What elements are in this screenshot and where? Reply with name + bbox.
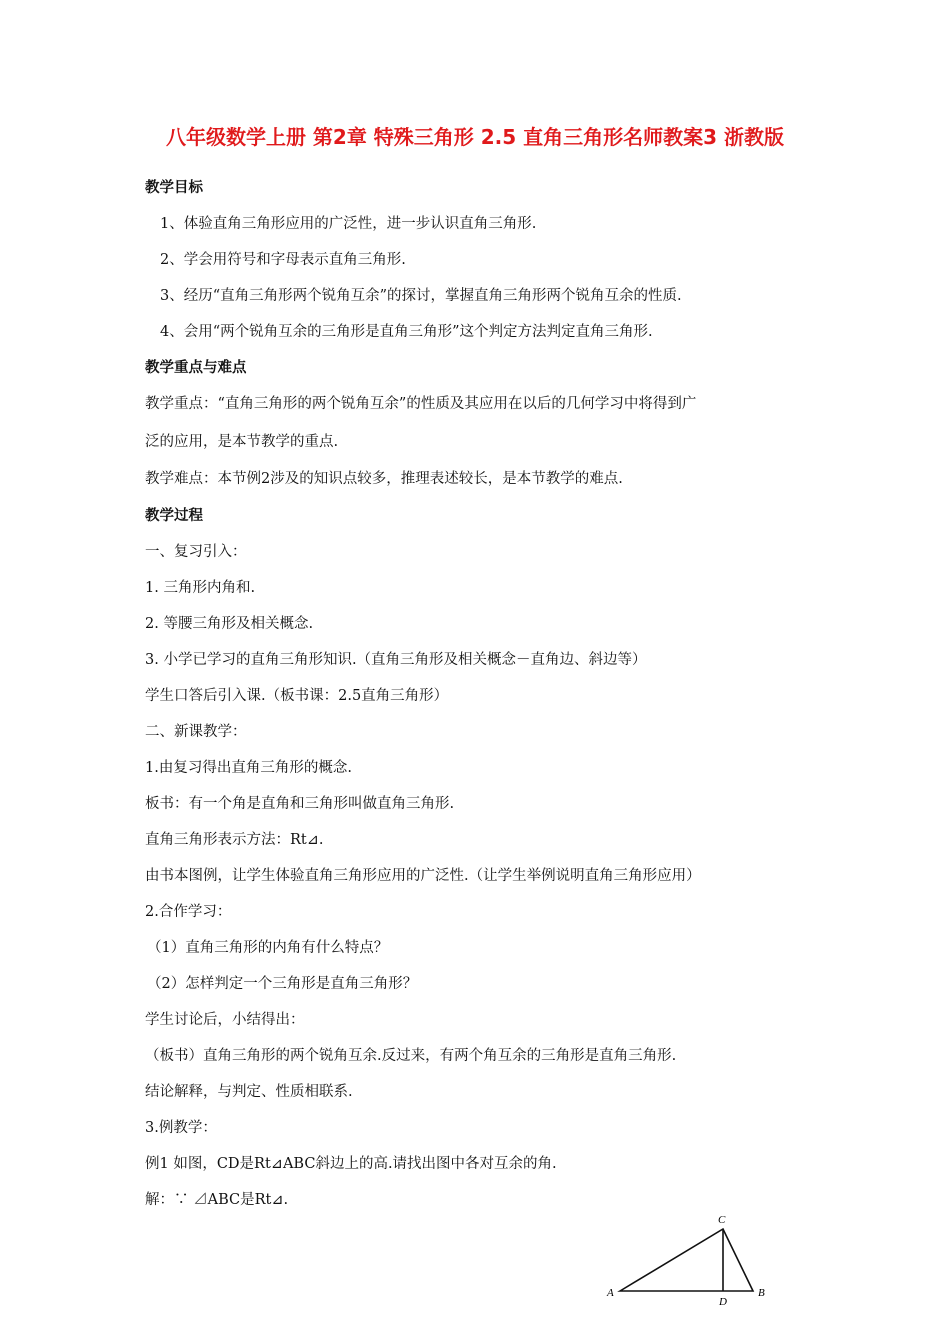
- goals-heading: 教学目标: [145, 180, 203, 196]
- difficulty-line: 教学难点：本节例2涉及的知识点较多，推理表述较长，是本节教学的难点.: [145, 471, 623, 487]
- coop-conclusion: 结论解释，与判定、性质相联系.: [145, 1084, 353, 1100]
- new-line: 板书：有一个角是直角和三角形叫做直角三角形.: [145, 796, 455, 812]
- label-c: C: [718, 1214, 726, 1226]
- goal-item: 2、学会用符号和字母表示直角三角形.: [160, 252, 406, 268]
- label-b: B: [758, 1287, 765, 1299]
- solution-line: 解：∵ ⊿ABC是Rt⊿.: [145, 1192, 289, 1208]
- key-heading: 教学重点与难点: [145, 360, 247, 376]
- example-heading: 3.例教学：: [145, 1120, 217, 1136]
- label-d: D: [719, 1296, 727, 1305]
- new-heading: 二、新课教学：: [145, 724, 247, 740]
- key-point-line: 泛的应用，是本节教学的重点.: [145, 434, 339, 450]
- goal-item: 3、经历“直角三角形两个锐角互余”的探讨，掌握直角三角形两个锐角互余的性质.: [160, 288, 682, 304]
- review-item: 1. 三角形内角和.: [145, 580, 256, 596]
- process-heading: 教学过程: [145, 508, 203, 524]
- review-item: 2. 等腰三角形及相关概念.: [145, 616, 314, 632]
- new-line: 1.由复习得出直角三角形的概念.: [145, 760, 352, 776]
- triangle-figure: [595, 1205, 785, 1305]
- page-title: 八年级数学上册 第2章 特殊三角形 2.5 直角三角形名师教案3 浙教版: [165, 125, 785, 149]
- goal-item: 4、会用“两个锐角互余的三角形是直角三角形”这个判定方法判定直角三角形.: [160, 324, 653, 340]
- coop-heading: 2.合作学习：: [145, 904, 232, 920]
- review-item: 3. 小学已学习的直角三角形知识.（直角三角形及相关概念－直角边、斜边等）: [145, 652, 647, 668]
- example-1: 例1 如图，CD是Rt⊿ABC斜边上的高.请找出图中各对互余的角.: [145, 1156, 557, 1172]
- coop-summary-intro: 学生讨论后，小结得出：: [145, 1012, 305, 1028]
- new-line: 直角三角形表示方法：Rt⊿.: [145, 832, 324, 848]
- coop-board: （板书）直角三角形的两个锐角互余.反过来，有两个角互余的三角形是直角三角形.: [145, 1048, 677, 1064]
- triangle-abc: [620, 1229, 753, 1291]
- key-point-line: 教学重点：“直角三角形的两个锐角互余”的性质及其应用在以后的几何学习中将得到广: [145, 396, 697, 412]
- coop-question: （2）怎样判定一个三角形是直角三角形？: [147, 976, 418, 992]
- new-line: 由书本图例，让学生体验直角三角形应用的广泛性.（让学生举例说明直角三角形应用）: [145, 868, 701, 884]
- goal-item: 1、体验直角三角形应用的广泛性，进一步认识直角三角形.: [160, 216, 537, 232]
- label-a: A: [607, 1287, 614, 1299]
- review-heading: 一、复习引入：: [145, 544, 247, 560]
- coop-question: （1）直角三角形的内角有什么特点？: [147, 940, 389, 956]
- review-note: 学生口答后引入课.（板书课：2.5直角三角形）: [145, 688, 449, 704]
